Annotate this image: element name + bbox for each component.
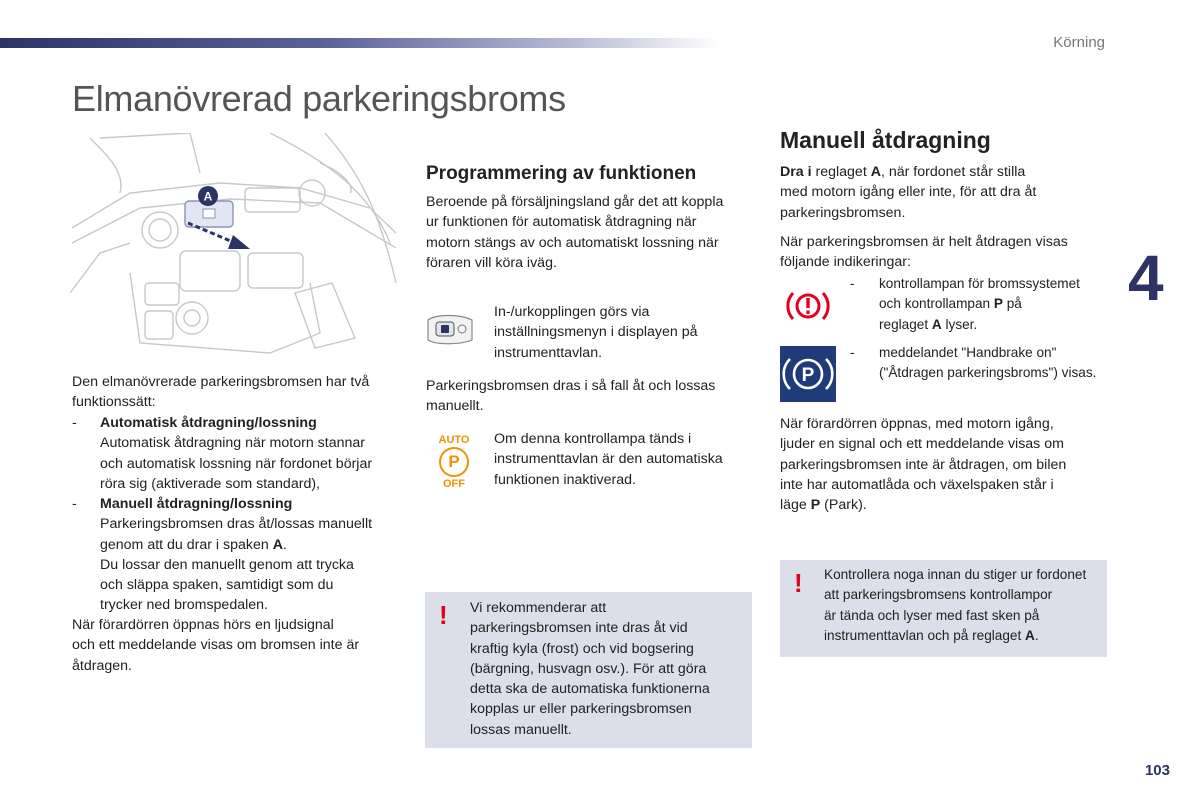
text-line: följande indikeringar: xyxy=(780,254,911,271)
text-line: meddelandet "Handbrake on" xyxy=(879,345,1057,360)
section-heading: Programmering av funktionen xyxy=(426,163,697,184)
text-line: Automatisk åtdragning när motorn stannar xyxy=(100,435,365,452)
text-line: parkeringsbromsen inte dras åt vid xyxy=(470,620,688,637)
indicator-item xyxy=(879,274,1119,335)
right-paragraph-3 xyxy=(780,414,1120,515)
text-line: Vi rekommenderar att xyxy=(470,600,607,616)
list-item-heading: Manuell åtdragning/lossning xyxy=(100,496,293,512)
chapter-number: 4 xyxy=(1128,242,1164,314)
text-line: Parkeringsbromsen dras åt/lossas manuellt xyxy=(100,516,373,533)
middle-paragraph-2 xyxy=(494,302,754,363)
text-line: instrumenttavlan och på reglaget A. xyxy=(824,627,1039,643)
text-line: ljuder en signal och ett meddelande visas om xyxy=(780,436,1064,453)
text-line: kraftig kyla (frost) och vid bogsering xyxy=(470,640,694,657)
text-line: åtdragen. xyxy=(72,657,132,674)
text-line: föraren vill köra iväg. xyxy=(426,254,557,271)
text-line: inte har automatlåda och växelspaken står i xyxy=(780,476,1054,493)
auto-off-parking-icon: AUTO P OFF xyxy=(438,434,470,490)
text-line: läge P (Park). xyxy=(780,497,867,514)
middle-paragraph-1 xyxy=(426,192,756,273)
list-dash: - xyxy=(850,276,855,291)
text-line: detta ska de automatiska funktionerna xyxy=(470,681,710,698)
warning-icon: ! xyxy=(439,600,448,630)
text-line: parkeringsbromsen. xyxy=(780,204,906,221)
page-number: 103 xyxy=(1144,762,1170,779)
text-line: med motorn igång eller inte, för att dra åt xyxy=(780,184,1037,201)
text-line: och kontrollampan P på xyxy=(879,296,1022,312)
text-line: Parkeringsbromsen dras i så fall åt och lossas xyxy=(426,378,716,394)
middle-paragraph-4 xyxy=(494,429,754,490)
text-line: parkeringsbromsen inte är åtdragen, om bilen xyxy=(780,456,1067,473)
text-line: Du lossar den manuellt genom att trycka xyxy=(100,556,354,573)
header-bar xyxy=(0,38,720,48)
text-line: lossas manuellt. xyxy=(470,721,572,738)
text-line: instrumenttavlan. xyxy=(494,344,603,361)
warning-text xyxy=(470,598,745,740)
list-dash: - xyxy=(72,496,77,512)
text-line: Kontrollera noga innan du stiger ur fordonet xyxy=(824,567,1087,582)
text-line: instrumenttavlan är den automatiska xyxy=(494,451,723,468)
parking-brake-icon xyxy=(780,346,836,402)
parking-icon-letter: P xyxy=(801,365,815,386)
text-line: ur funktionen för automatisk åtdragning när xyxy=(426,214,697,231)
warning-text xyxy=(824,565,1104,646)
section-heading: Manuell åtdragning xyxy=(780,127,991,153)
left-intro: Den elmanövrerade parkeringsbromsen har två funktionssätt: xyxy=(72,374,370,411)
text-line: trycker ned bromspedalen. xyxy=(100,597,268,614)
text-line: och automatisk lossning när fordonet börjar xyxy=(100,455,373,472)
brake-warning-icon xyxy=(786,286,830,326)
text-line: inställningsmenyn i displayen på xyxy=(494,324,698,341)
text-line: ("Åtdragen parkeringsbroms") visas. xyxy=(879,365,1097,381)
text-line: och ett meddelande visas om bromsen inte är xyxy=(72,637,360,654)
steering-control-icon xyxy=(426,312,474,346)
text-line: Beroende på försäljningsland går det att koppla xyxy=(426,194,724,210)
dashboard-illustration xyxy=(70,133,398,358)
text-line: kopplas ur eller parkeringsbromsen xyxy=(470,701,692,718)
middle-paragraph-3 xyxy=(426,376,756,417)
page-title: Elmanövrerad parkeringsbroms xyxy=(72,78,566,119)
warning-icon: ! xyxy=(794,568,803,598)
text-line: När parkeringsbromsen är helt åtdragen visas xyxy=(780,234,1068,250)
text-line: att parkeringsbromsens kontrollampor xyxy=(824,587,1053,603)
text-line: röra sig (aktiverade som standard), xyxy=(100,475,320,492)
text-line: motorn stängs av och automatiskt lossning när xyxy=(426,234,719,251)
indicator-item xyxy=(879,343,1119,384)
text-line: (bärgning, husvagn osv.). För att göra xyxy=(470,660,707,677)
list-item-heading: Automatisk åtdragning/lossning xyxy=(100,415,317,431)
text-line: funktionen inaktiverad. xyxy=(494,471,636,488)
warning-box xyxy=(425,592,752,748)
list-dash: - xyxy=(72,415,77,431)
illustration-label-a: A xyxy=(203,189,213,204)
text-line: Dra i reglaget A, när fordonet står stilla xyxy=(780,164,1026,180)
warning-box xyxy=(780,560,1107,657)
list-dash: - xyxy=(850,345,855,360)
right-paragraph-2 xyxy=(780,232,1120,273)
text-line: När förardörren öppnas hörs en ljudsignal xyxy=(72,617,334,633)
text-line: In-/urkopplingen görs via xyxy=(494,304,650,320)
text-line: och släppa spaken, samtidigt som du xyxy=(100,577,334,594)
list-item xyxy=(100,494,400,616)
text-line: kontrollampan för bromssystemet xyxy=(879,276,1080,291)
section-title: Körning xyxy=(1053,34,1105,51)
text-line: När förardörren öppnas, med motorn igång, xyxy=(780,416,1054,432)
text-line: genom att du drar i spaken A. xyxy=(100,536,287,553)
text-line: Om denna kontrollampa tänds i xyxy=(494,431,692,447)
text-line: manuellt. xyxy=(426,398,484,415)
list-item xyxy=(100,413,400,494)
left-outro xyxy=(72,615,402,676)
text-line: är tända och lyser med fast sken på xyxy=(824,607,1040,623)
right-paragraph-1 xyxy=(780,162,1120,223)
text-line: reglaget A lyser. xyxy=(879,316,978,332)
